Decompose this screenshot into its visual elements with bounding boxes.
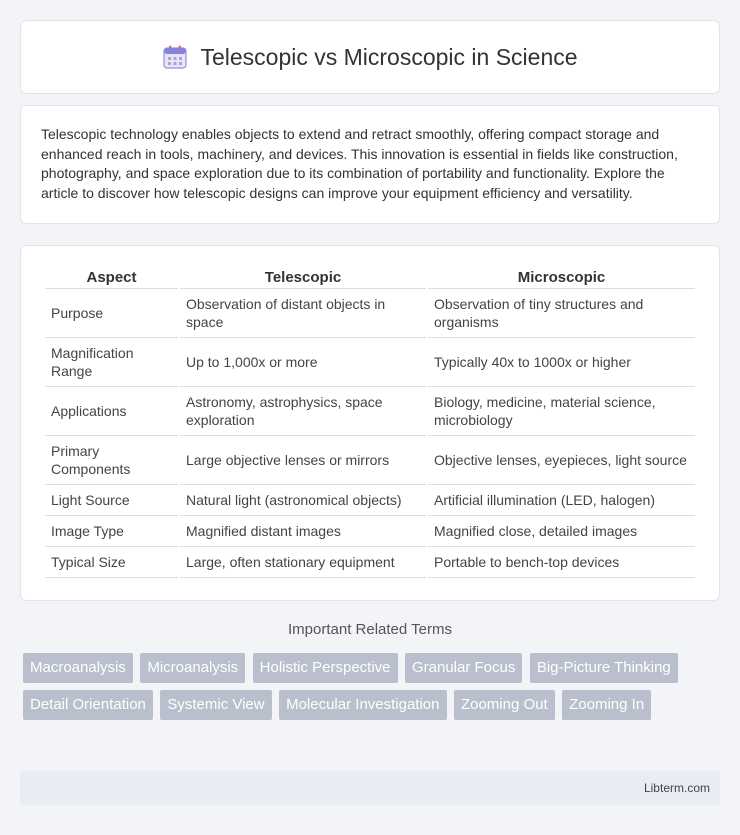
page-title: Telescopic vs Microscopic in Science <box>200 43 578 70</box>
cell-aspect: Magnification Range <box>45 338 178 387</box>
tag-zooming-in[interactable]: Zooming In <box>562 690 651 720</box>
table-row <box>45 289 695 338</box>
cell-telescopic: Up to 1,000x or more <box>180 338 426 387</box>
header-microscopic: Microscopic <box>428 266 695 289</box>
tag-systemic-view[interactable]: Systemic View <box>160 690 271 720</box>
cell-aspect: Light Source <box>45 485 178 516</box>
comparison-card <box>20 245 720 601</box>
cell-microscopic: Magnified close, detailed images <box>428 516 695 547</box>
tag-holistic-perspective[interactable]: Holistic Perspective <box>253 653 398 683</box>
cell-telescopic: Magnified distant images <box>180 516 426 547</box>
cell-telescopic: Astronomy, astrophysics, space exploration <box>180 387 426 436</box>
related-tags <box>23 653 723 727</box>
tag-detail-orientation[interactable]: Detail Orientation <box>23 690 153 720</box>
cell-microscopic: Biology, medicine, material science, microbiology <box>428 387 695 436</box>
tag-macroanalysis[interactable]: Macroanalysis <box>23 653 133 683</box>
table-header-row <box>45 266 695 289</box>
table-row <box>45 516 695 547</box>
footer-site-link[interactable]: Libterm.com <box>643 781 710 795</box>
header-aspect: Aspect <box>45 266 178 289</box>
intro-card <box>20 105 720 224</box>
comparison-table <box>43 266 697 578</box>
cell-microscopic: Artificial illumination (LED, halogen) <box>428 485 695 516</box>
table-row <box>45 547 695 578</box>
tag-zooming-out[interactable]: Zooming Out <box>454 690 555 720</box>
table-row <box>45 436 695 485</box>
cell-microscopic: Portable to bench-top devices <box>428 547 695 578</box>
cell-aspect: Typical Size <box>45 547 178 578</box>
table-row <box>45 485 695 516</box>
calendar-icon <box>162 44 188 70</box>
tag-molecular-investigation[interactable]: Molecular Investigation <box>279 690 446 720</box>
cell-microscopic: Typically 40x to 1000x or higher <box>428 338 695 387</box>
header-telescopic: Telescopic <box>180 266 426 289</box>
title-card <box>20 20 720 94</box>
tag-granular-focus[interactable]: Granular Focus <box>405 653 522 683</box>
related-terms-title: Important Related Terms <box>288 621 452 638</box>
cell-telescopic: Large, often stationary equipment <box>180 547 426 578</box>
tag-big-picture-thinking[interactable]: Big-Picture Thinking <box>530 653 678 683</box>
cell-microscopic: Objective lenses, eyepieces, light source <box>428 436 695 485</box>
cell-telescopic: Observation of distant objects in space <box>180 289 426 338</box>
cell-aspect: Purpose <box>45 289 178 338</box>
cell-telescopic: Natural light (astronomical objects) <box>180 485 426 516</box>
intro-text: Telescopic technology enables objects to extend and retract smoothly, offering compact storage and enhanced reach in tools, machinery, and devices. This innovation is essential in fields like construction, photography, and space exploration due to its combination of portability and functionality. Explore the article to discover how telescopic designs can improve your equipment efficiency and versatility. <box>41 126 678 201</box>
table-row <box>45 387 695 436</box>
cell-telescopic: Large objective lenses or mirrors <box>180 436 426 485</box>
cell-aspect: Applications <box>45 387 178 436</box>
footer <box>20 771 720 805</box>
tag-microanalysis[interactable]: Microanalysis <box>140 653 245 683</box>
cell-microscopic: Observation of tiny structures and organisms <box>428 289 695 338</box>
cell-aspect: Primary Components <box>45 436 178 485</box>
cell-aspect: Image Type <box>45 516 178 547</box>
table-row <box>45 338 695 387</box>
